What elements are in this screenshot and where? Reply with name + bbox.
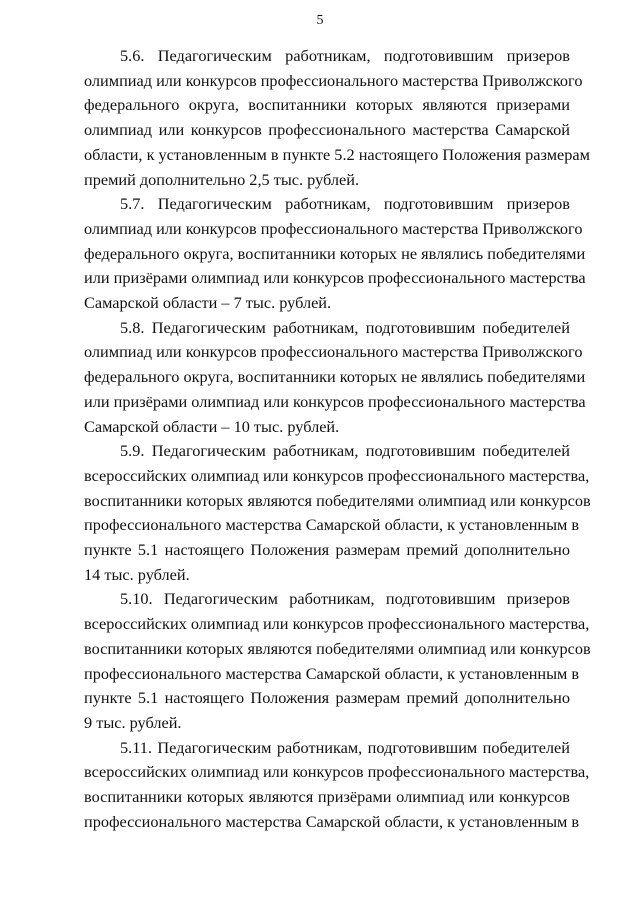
text-line: всероссийских олимпиад или конкурсов профессионального мастерства,: [84, 614, 590, 634]
text-line: федерального округа, воспитанники которых не являлись победителями: [84, 243, 586, 263]
text-line: всероссийских олимпиад или конкурсов профессионального мастерства,: [84, 762, 590, 782]
text-line: или призёрами олимпиад или конкурсов профессионального мастерства: [84, 391, 586, 411]
text-line: 5.8. Педагогическим работникам, подготовившим победителей: [120, 317, 570, 337]
paragraph-5: [84, 587, 591, 735]
text-line: Самарской области – 10 тыс. рублей.: [84, 416, 340, 436]
text-line: воспитанники которых являются победителями олимпиад или конкурсов: [84, 638, 591, 658]
text-line: 5.10. Педагогическим работникам, подготовившим призеров: [120, 589, 570, 609]
paragraph-3: [84, 316, 586, 440]
text-line: воспитанники которых являются призёрами олимпиад или конкурсов: [84, 787, 570, 807]
text-line: Самарской области – 7 тыс. рублей.: [84, 293, 332, 313]
text-line: 5.11. Педагогическим работникам, подготовившим победителей: [120, 737, 570, 757]
paragraph-1: [84, 44, 590, 192]
paragraph-4: [84, 439, 591, 587]
text-line: олимпиад или конкурсов профессионального мастерства Приволжского: [84, 218, 583, 238]
text-line: профессионального мастерства Самарской области, к установленным в: [84, 811, 580, 831]
text-line: воспитанники которых являются победителями олимпиад или конкурсов: [84, 490, 591, 510]
text-line: 5.6. Педагогическим работникам, подготовившим призеров: [120, 46, 570, 65]
paragraph-2: [84, 192, 586, 316]
text-line: пункте 5.1 настоящего Положения размерам премий дополнительно: [84, 688, 570, 708]
text-line: всероссийских олимпиад или конкурсов профессионального мастерства,: [84, 465, 590, 485]
document-body: [84, 44, 591, 835]
text-line: олимпиад или конкурсов профессионального мастерства Приволжского: [84, 70, 583, 90]
text-line: федерального округа, воспитанники которых являются призерами: [84, 95, 570, 115]
text-line: 5.9. Педагогическим работникам, подготовившим победителей: [120, 441, 570, 461]
text-line: 5.7. Педагогическим работникам, подготовившим призеров: [120, 194, 570, 214]
page-number: 5: [316, 13, 324, 28]
text-line: или призёрами олимпиад или конкурсов профессионального мастерства: [84, 268, 586, 288]
paragraph-6: [84, 736, 590, 835]
text-line: профессионального мастерства Самарской области, к установленным в: [84, 515, 580, 535]
text-line: олимпиад или конкурсов профессионального мастерства Приволжского: [84, 342, 583, 362]
text-line: премий дополнительно 2,5 тыс. рублей.: [84, 169, 360, 189]
text-line: области, к установленным в пункте 5.2 настоящего Положения размерам: [84, 144, 590, 164]
text-line: 9 тыс. рублей.: [84, 712, 182, 732]
text-line: пункте 5.1 настоящего Положения размерам премий дополнительно: [84, 540, 570, 560]
text-line: федерального округа, воспитанники которых не являлись победителями: [84, 367, 586, 387]
text-line: олимпиад или конкурсов профессионального мастерства Самарской: [84, 120, 570, 140]
text-line: 14 тыс. рублей.: [84, 564, 190, 584]
text-line: профессионального мастерства Самарской области, к установленным в: [84, 663, 580, 683]
